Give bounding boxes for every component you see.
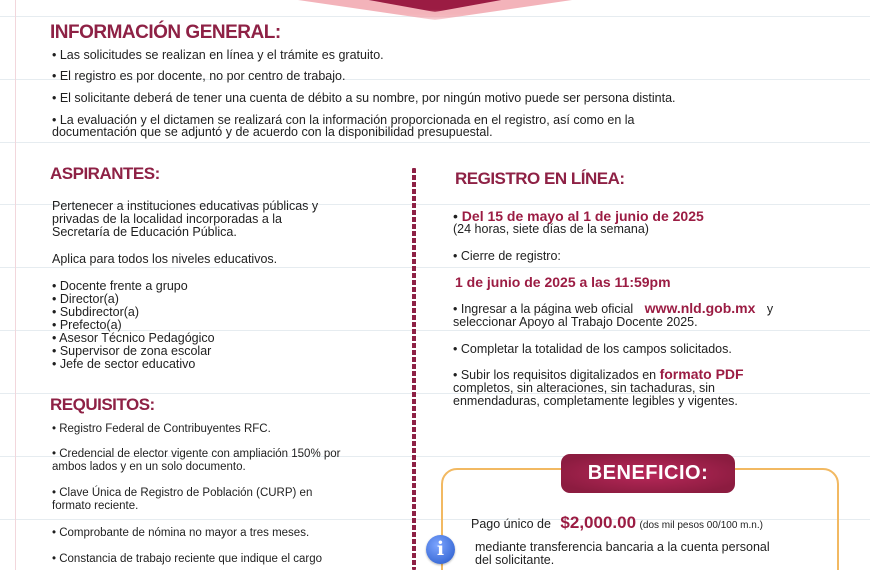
requisito-item: ambos lados y en un solo documento.: [52, 461, 246, 473]
requisito-item: • Credencial de elector vigente con ampliación 150% por: [52, 448, 341, 460]
aspirantes-role: • Prefecto(a): [52, 318, 122, 332]
beneficio-transfer-line1: mediante transferencia bancaria a la cuenta personal: [475, 540, 770, 554]
aspirantes-intro: privadas de la localidad incorporadas a la: [52, 212, 283, 226]
registro-upload-prefix: • Subir los requisitos digitalizados en: [453, 368, 657, 382]
registro-hours: (24 horas, siete días de la semana): [453, 222, 649, 236]
bullet: •: [453, 208, 458, 224]
info-icon: i: [426, 535, 455, 564]
registro-close-date: 1 de junio de 2025 a las 11:59pm: [455, 274, 671, 290]
aspirantes-role: • Supervisor de zona escolar: [52, 344, 212, 358]
requisito-item: • Constancia de trabajo reciente que indique el cargo: [52, 553, 322, 565]
aspirantes-title: ASPIRANTES:: [50, 164, 160, 183]
general-info-item: • Las solicitudes se realizan en línea y el trámite es gratuito.: [52, 48, 384, 62]
ruled-line: [0, 142, 870, 143]
column-divider: [412, 168, 416, 570]
aspirantes-role: • Asesor Técnico Pedagógico: [52, 331, 215, 345]
registro-date-range: Del 15 de mayo al 1 de junio de 2025: [461, 208, 704, 224]
registro-upload-line3: enmendaduras, completamente legibles y vigentes.: [453, 394, 738, 408]
beneficio-title: BENEFICIO:: [561, 454, 735, 493]
registro-upload-line2: completos, sin alteraciones, sin tachaduras, sin: [453, 381, 715, 395]
requisito-item: • Clave Única de Registro de Población (CURP) en: [52, 487, 313, 499]
registro-web-suffix: y: [766, 302, 774, 316]
registro-close-label: • Cierre de registro:: [453, 249, 561, 263]
pdf-format-highlight: formato PDF: [659, 366, 744, 382]
beneficio-amount-words: (dos mil pesos 00/100 m.n.): [639, 520, 763, 531]
beneficio-amount: $2,000.00: [560, 513, 637, 532]
registro-complete: • Completar la totalidad de los campos solicitados.: [453, 342, 732, 356]
registro-dates: [453, 209, 704, 223]
registro-web-prefix: • Ingresar a la página web oficial: [453, 302, 634, 316]
general-info-item: • El solicitante deberá de tener una cuenta de débito a su nombre, por ningún motivo puede ser persona distinta.: [52, 91, 676, 105]
website-link[interactable]: www.nld.gob.mx: [644, 300, 756, 316]
ruled-line: [0, 267, 870, 268]
ruled-line: [0, 393, 870, 394]
aspirantes-applies: Aplica para todos los niveles educativos.: [52, 252, 278, 266]
beneficio-transfer-line2: del solicitante.: [475, 553, 555, 567]
aspirantes-role: • Docente frente a grupo: [52, 279, 188, 293]
registro-web-line: [453, 302, 773, 316]
margin-line: [15, 0, 16, 570]
general-info-title: INFORMACIÓN GENERAL:: [50, 22, 281, 43]
general-info-item: • El registro es por docente, no por centro de trabajo.: [52, 69, 346, 83]
requisitos-title: REQUISITOS:: [50, 395, 155, 414]
requisito-item: • Comprobante de nómina no mayor a tres meses.: [52, 527, 310, 539]
registro-web-line2: seleccionar Apoyo al Trabajo Docente 2025.: [453, 315, 698, 329]
aspirantes-role: • Jefe de sector educativo: [52, 357, 196, 371]
aspirantes-role: • Subdirector(a): [52, 305, 140, 319]
beneficio-pay-prefix: Pago único de: [471, 517, 551, 531]
aspirantes-intro: Secretaría de Educación Pública.: [52, 225, 237, 239]
general-info-item: • La evaluación y el dictamen se realizará con la información proporcionada en el registro, así como en la: [52, 113, 635, 127]
requisito-item: • Registro Federal de Contribuyentes RFC.: [52, 423, 271, 435]
requisito-item: formato reciente.: [52, 500, 139, 512]
aspirantes-intro: Pertenecer a instituciones educativas públicas y: [52, 199, 319, 213]
registro-upload-line: [453, 368, 744, 382]
beneficio-payment-line: [471, 514, 763, 534]
registro-title: REGISTRO EN LÍNEA:: [455, 169, 625, 188]
aspirantes-role: • Director(a): [52, 292, 119, 306]
general-info-item: documentación que se adjuntó y de acuerdo con la disponibilidad presupuestal.: [52, 125, 493, 139]
